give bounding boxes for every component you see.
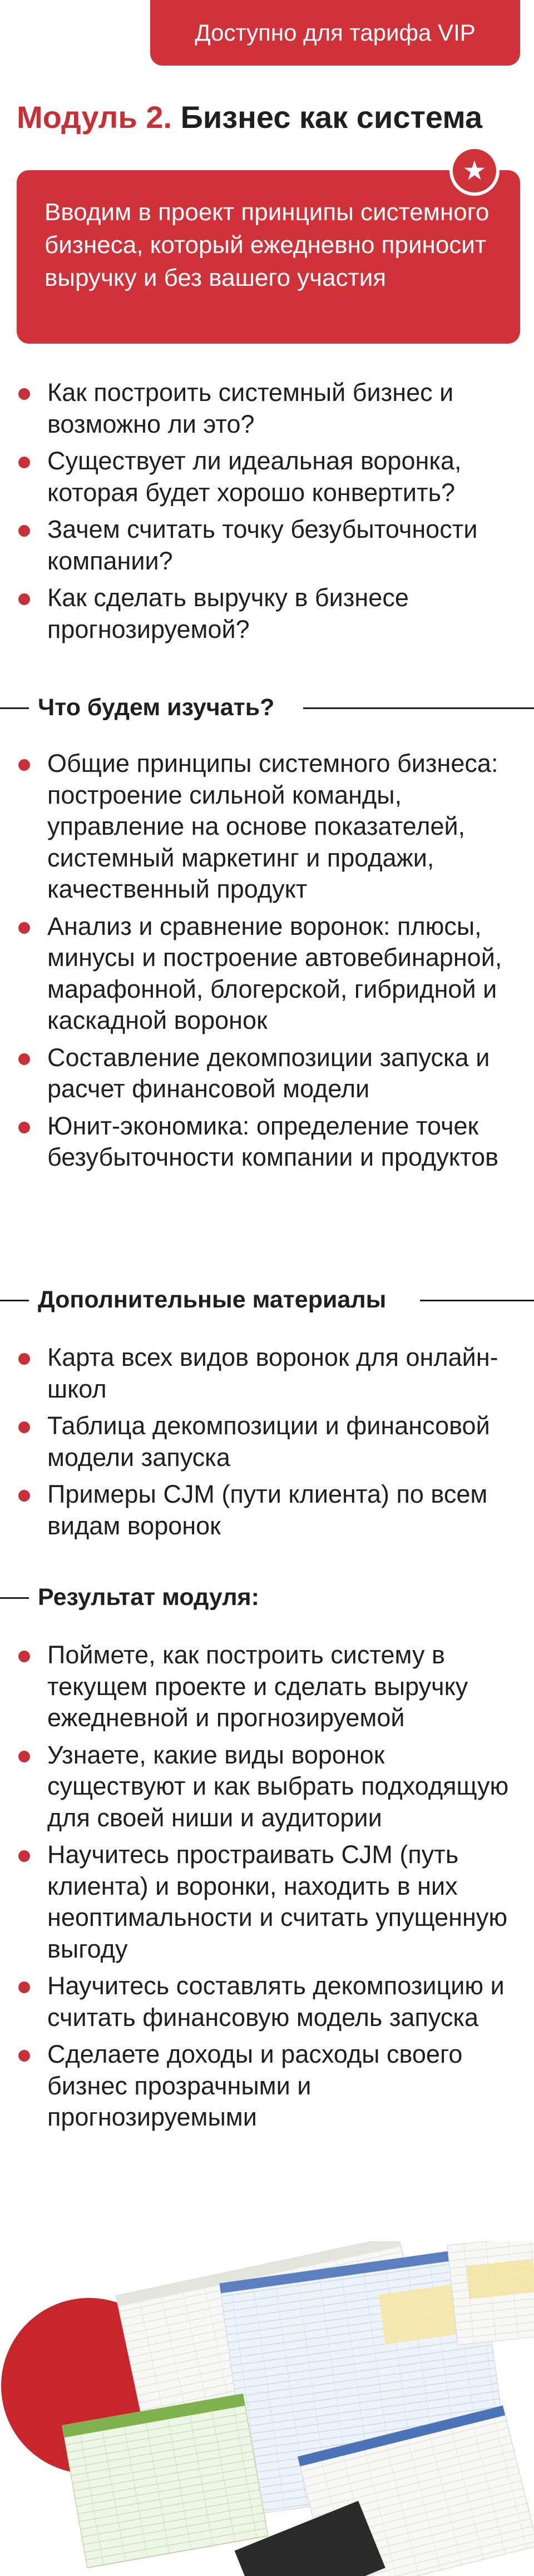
vip-badge: Доступно для тарифа VIP — [150, 0, 520, 66]
result-list — [17, 1639, 520, 2139]
section-heading-result — [0, 1581, 534, 1614]
section-heading-materials — [0, 1284, 534, 1317]
module-number: Модуль 2. — [17, 100, 172, 135]
divider — [303, 707, 534, 709]
divider — [0, 1300, 29, 1301]
list-item: Как построить системный бизнес и возможно ли это? — [17, 377, 520, 440]
list-item: Поймете, как построить систему в текущем проекте и сделать выручку ежедневной и прогнозируемой — [17, 1639, 520, 1734]
spreadsheet-collage — [0, 2241, 534, 2576]
questions-list — [17, 377, 520, 651]
section-title: Дополнительные материалы — [38, 1286, 387, 1313]
list-item: Карта всех видов воронок для онлайн-школ — [17, 1342, 520, 1405]
list-item: Сделаете доходы и расходы своего бизнес прозрачными и прогнозируемыми — [17, 2039, 520, 2133]
list-item: Узнаете, какие виды воронок существуют и как выбрать подходящую для своей ниши и аудитории — [17, 1740, 520, 1834]
list-item: Научитесь составлять декомпозицию и считать финансовую модель запуска — [17, 1970, 520, 2033]
list-item: Примеры CJM (пути клиента) по всем видам воронок — [17, 1479, 520, 1542]
divider — [0, 707, 29, 709]
list-item: Анализ и сравнение воронок: плюсы, минусы и построение автовебинарной, марафонной, блогерской, гибридной и каскадной воронок — [17, 911, 520, 1037]
list-item: Зачем считать точку безубыточности компании? — [17, 514, 520, 577]
list-item: Научитесь простраивать CJM (путь клиента) и воронки, находить в них неоптимальности и считать упущенную выгоду — [17, 1839, 520, 1965]
study-list — [17, 748, 520, 1179]
list-item: Юнит-экономика: определение точек безубыточности компании и продуктов — [17, 1111, 520, 1173]
list-item: Как сделать выручку в бизнесе прогнозируемой? — [17, 582, 520, 645]
section-heading-study — [0, 691, 534, 725]
sheet-corner — [447, 2241, 534, 2345]
materials-list — [17, 1342, 520, 1547]
list-item: Общие принципы системного бизнеса: построение сильной команды, управление на основе показателей, системный маркетинг и продажи, качественный продукт — [17, 748, 520, 905]
list-item: Существует ли идеальная воронка, которая будет хорошо конвертить? — [17, 445, 520, 508]
list-item: Таблица декомпозиции и финансовой модели запуска — [17, 1410, 520, 1473]
list-item: Составление декомпозиции запуска и расчет финансовой модели — [17, 1042, 520, 1105]
module-name: Бизнес как система — [180, 100, 483, 135]
spreadsheet-collage-image — [0, 2241, 534, 2576]
divider — [0, 1597, 29, 1599]
divider — [420, 1300, 534, 1301]
module-title — [17, 99, 482, 135]
intro-card — [17, 170, 520, 344]
section-title: Что будем изучать? — [38, 694, 275, 721]
section-title: Результат модуля: — [38, 1584, 259, 1611]
star-icon: ★ — [449, 146, 500, 196]
intro-text: Вводим в проект принципы системного бизнеса, который ежедневно приносит выручку и без вашего участия — [44, 199, 490, 291]
